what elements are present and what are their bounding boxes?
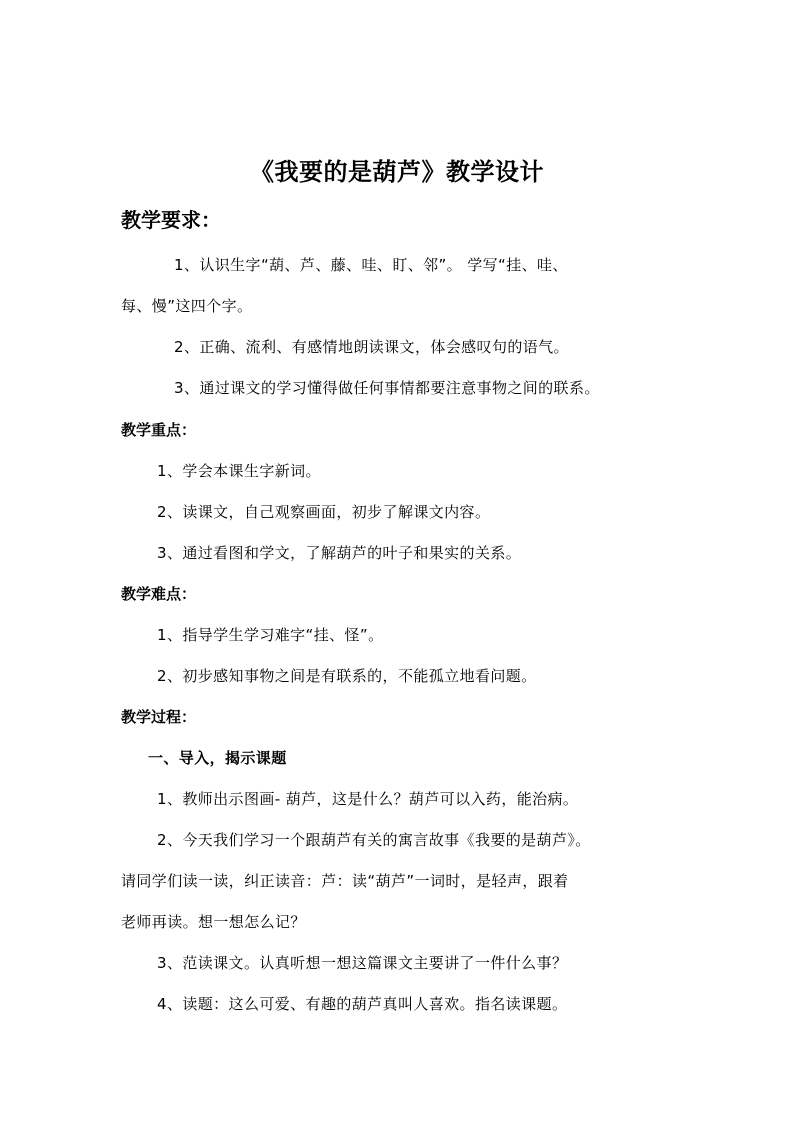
- process-item-2: 2、今天我们学习一个跟葫芦有关的寓言故事《我要的是葫芦》。: [157, 831, 591, 849]
- difficulties-item-2: 2、初步感知事物之间是有联系的，不能孤立地看问题。: [157, 667, 537, 685]
- requirements-heading: 教学要求：: [121, 208, 221, 232]
- requirements-item-3: 3、通过课文的学习懂得做任何事情都要注意事物之间的联系。: [174, 379, 600, 397]
- process-item-2-cont-1: 请同学们读一读，纠正读音：芦：读“葫芦”一词时，是轻声，跟着: [121, 872, 569, 890]
- key-points-item-2: 2、读课文，自己观察画面，初步了解课文内容。: [157, 503, 491, 521]
- requirements-item-1: 1、认识生字“葫、芦、藤、哇、盯、邻”。 学写“挂、哇、: [174, 256, 568, 274]
- difficulties-item-1: 1、指导学生学习难字“挂、怪”。: [157, 626, 384, 644]
- requirements-item-2: 2、正确、流利、有感情地朗读课文，体会感叹句的语气。: [174, 338, 569, 356]
- key-points-item-1: 1、学会本课生字新词。: [157, 462, 321, 480]
- difficulties-heading: 教学难点：: [121, 585, 197, 603]
- key-points-heading: 教学重点：: [121, 421, 197, 439]
- process-item-4: 4、读题：这么可爱、有趣的葫芦真叫人喜欢。指名读课题。: [157, 995, 568, 1013]
- process-item-3: 3、范读课文。认真听想一想这篇课文主要讲了一件什么事？: [157, 954, 568, 972]
- process-section1-heading: 一、导入，揭示课题: [148, 749, 287, 767]
- document-title: 《我要的是葫芦》教学设计: [250, 158, 544, 186]
- requirements-item-1-cont: 每、慢”这四个字。: [121, 297, 253, 315]
- process-item-2-cont-2: 老师再读。想一想怎么记？: [121, 913, 306, 931]
- process-heading: 教学过程：: [121, 708, 197, 726]
- process-item-1: 1、教师出示图画- 葫芦，这是什么？葫芦可以入药，能治病。: [157, 790, 579, 808]
- key-points-item-3: 3、通过看图和学文，了解葫芦的叶子和果实的关系。: [157, 544, 522, 562]
